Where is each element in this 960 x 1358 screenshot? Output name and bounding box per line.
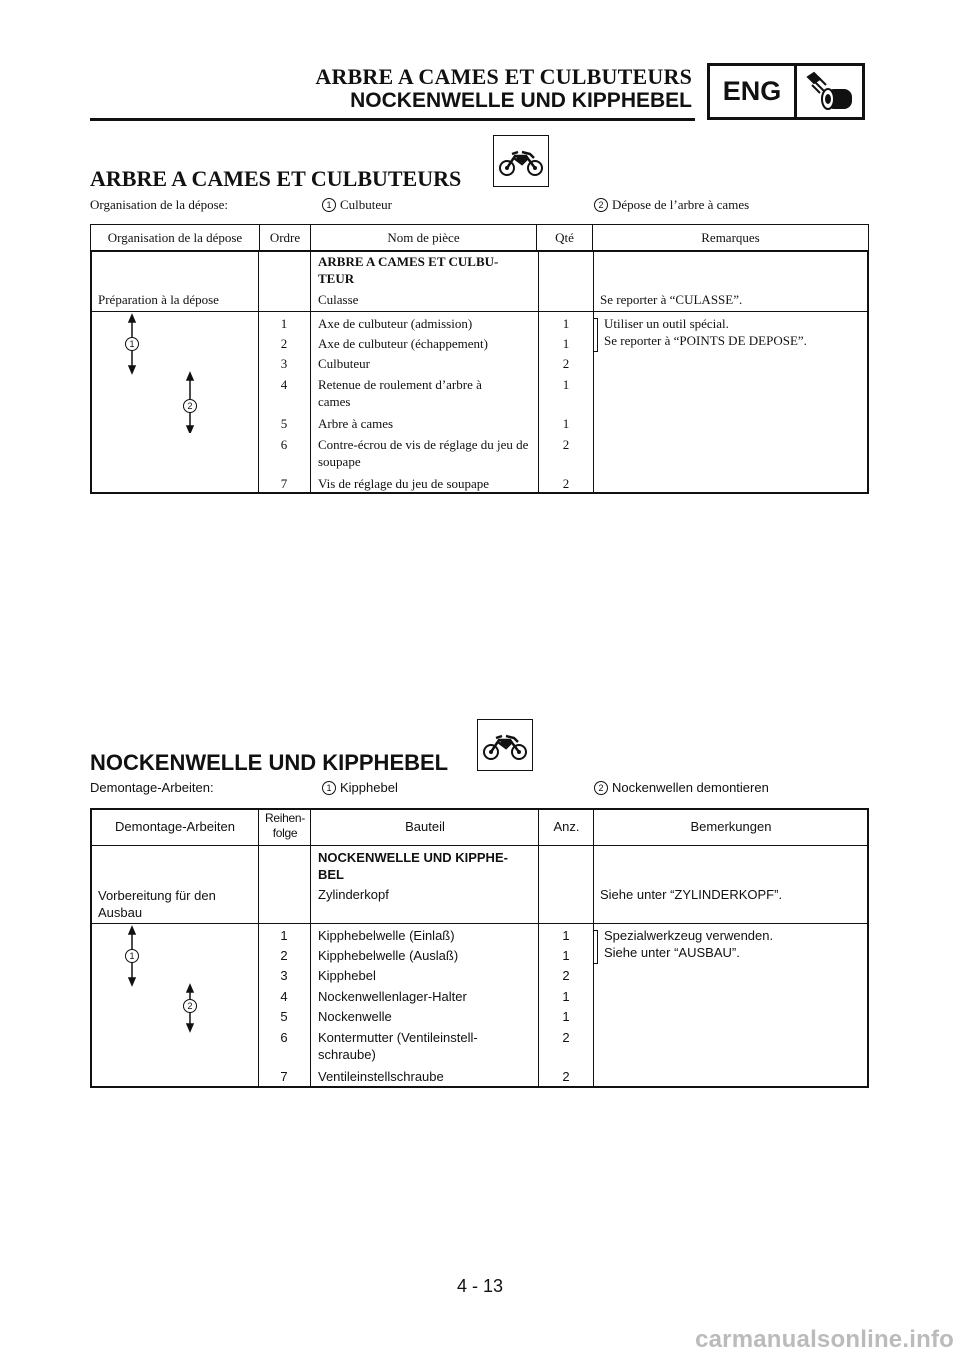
col-header: Anz.	[553, 819, 580, 834]
remark-2: Se reporter à “POINTS DE DEPOSE”.	[604, 333, 807, 348]
group-title: ARBRE A CAMES ET CULBU- TEUR	[318, 254, 499, 286]
prep-remark: Siehe unter “ZYLINDERKOPF”.	[600, 887, 783, 902]
section-title-de: NOCKENWELLE UND KIPPHEBEL	[90, 750, 449, 775]
prep-part: Zylinderkopf	[318, 887, 389, 902]
header-title-fr: ARBRE A CAMES ET CULBUTEURS	[315, 64, 692, 89]
row-order: 4	[280, 989, 288, 1004]
col-header: Qté	[537, 225, 593, 252]
row-qty: 1	[562, 989, 570, 1004]
col-header: Organisation de la dépose	[91, 225, 260, 252]
motorcycle-icon	[493, 135, 549, 187]
row-order: 1	[280, 928, 288, 943]
watermark: carmanualsonline.info	[695, 1326, 954, 1353]
row-order: 5	[280, 1009, 288, 1024]
row-qty: 1	[562, 336, 570, 351]
row-part: Ventileinstellschraube	[318, 1069, 444, 1084]
row-part: Vis de réglage du jeu de soupape	[318, 476, 490, 491]
org-item-1: 1 Kipphebel	[322, 780, 398, 795]
prep-label: Préparation à la dépose	[98, 292, 219, 307]
row-part: Kontermutter (Ventileinstell- schraube)	[318, 1030, 478, 1062]
remark-1: Utiliser un outil spécial.	[604, 316, 729, 331]
marker-2: 2	[183, 999, 197, 1013]
row-part: Kipphebelwelle (Auslaß)	[318, 948, 459, 963]
col-header: Bauteil	[405, 819, 445, 834]
remark-brace	[594, 930, 598, 964]
table-header-de	[90, 808, 869, 846]
row-qty: 2	[562, 1030, 570, 1045]
row-part: Culbuteur	[318, 356, 370, 371]
col-header: Bemerkungen	[690, 819, 772, 834]
table-body-fr	[90, 250, 869, 494]
org-label: Demontage-Arbeiten:	[90, 780, 214, 795]
sequence-arrows	[92, 925, 258, 1035]
prep-label: Vorbereitung für den Ausbau	[98, 888, 216, 920]
col-header: Reihen- folge	[265, 811, 305, 840]
row-order: 5	[280, 416, 288, 431]
group-title: NOCKENWELLE UND KIPPHE- BEL	[318, 850, 508, 882]
eng-label: ENG	[710, 66, 797, 117]
row-order: 4	[280, 377, 288, 392]
section-title-fr: ARBRE A CAMES ET CULBUTEURS	[90, 166, 462, 191]
remark-brace	[594, 318, 598, 352]
row-order: 6	[280, 437, 288, 452]
prep-part: Culasse	[318, 292, 359, 307]
org-item-2: 2 Nockenwellen demontieren	[594, 780, 769, 795]
row-part: Nockenwelle	[318, 1009, 392, 1024]
marker-1: 1	[125, 337, 139, 351]
row-qty: 2	[562, 437, 570, 452]
marker-2: 2	[594, 198, 608, 212]
row-order: 7	[280, 1069, 288, 1084]
prep-remark: Se reporter à “CULASSE”.	[600, 292, 743, 307]
row-part: Kipphebelwelle (Einlaß)	[318, 928, 455, 943]
row-part: Nockenwellenlager-Halter	[318, 989, 467, 1004]
row-qty: 1	[562, 1009, 570, 1024]
eng-badge	[707, 63, 865, 120]
header-title-de: NOCKENWELLE UND KIPPHEBEL	[350, 89, 692, 112]
engine-piston-icon	[797, 66, 862, 117]
marker-2: 2	[594, 781, 608, 795]
row-order: 3	[280, 968, 288, 983]
row-order: 2	[280, 948, 288, 963]
table-body-de	[90, 845, 869, 1088]
table-fr	[90, 224, 869, 252]
sequence-arrows	[92, 313, 258, 433]
row-order: 7	[280, 476, 288, 491]
marker-1: 1	[322, 781, 336, 795]
row-qty: 2	[562, 476, 570, 491]
remark-1: Spezialwerkzeug verwenden.	[604, 928, 774, 943]
row-qty: 2	[562, 968, 570, 983]
marker-1: 1	[125, 949, 139, 963]
col-header: Remarques	[593, 225, 869, 252]
row-order: 1	[280, 316, 288, 331]
row-part: Axe de culbuteur (admission)	[318, 316, 473, 331]
row-qty: 2	[562, 1069, 570, 1084]
col-header: Nom de pièce	[311, 225, 537, 252]
motorcycle-icon	[477, 719, 533, 771]
row-qty: 1	[562, 928, 570, 943]
marker-1: 1	[322, 198, 336, 212]
org-item-1: 1 Culbuteur	[322, 197, 392, 213]
org-item-2: 2 Dépose de l’arbre à cames	[594, 197, 749, 213]
row-part: Kipphebel	[318, 968, 376, 983]
org-label: Organisation de la dépose:	[90, 197, 229, 212]
row-qty: 1	[562, 316, 570, 331]
marker-2: 2	[183, 399, 197, 413]
col-header: Demontage-Arbeiten	[115, 819, 235, 834]
row-qty: 1	[562, 377, 570, 392]
row-qty: 1	[562, 416, 570, 431]
row-part: Arbre à cames	[318, 416, 394, 431]
row-order: 2	[280, 336, 288, 351]
header-rule	[90, 118, 695, 121]
col-header: Ordre	[260, 225, 311, 252]
row-part: Contre-écrou de vis de réglage du jeu de soupape	[318, 437, 529, 469]
row-qty: 2	[562, 356, 570, 371]
row-part: Axe de culbuteur (échappement)	[318, 336, 489, 351]
page-number: 4 - 13	[456, 1276, 504, 1296]
row-order: 3	[280, 356, 288, 371]
row-part: Retenue de roulement d’arbre à cames	[318, 377, 482, 409]
remark-2: Siehe unter “AUSBAU”.	[604, 945, 740, 960]
row-order: 6	[280, 1030, 288, 1045]
row-qty: 1	[562, 948, 570, 963]
